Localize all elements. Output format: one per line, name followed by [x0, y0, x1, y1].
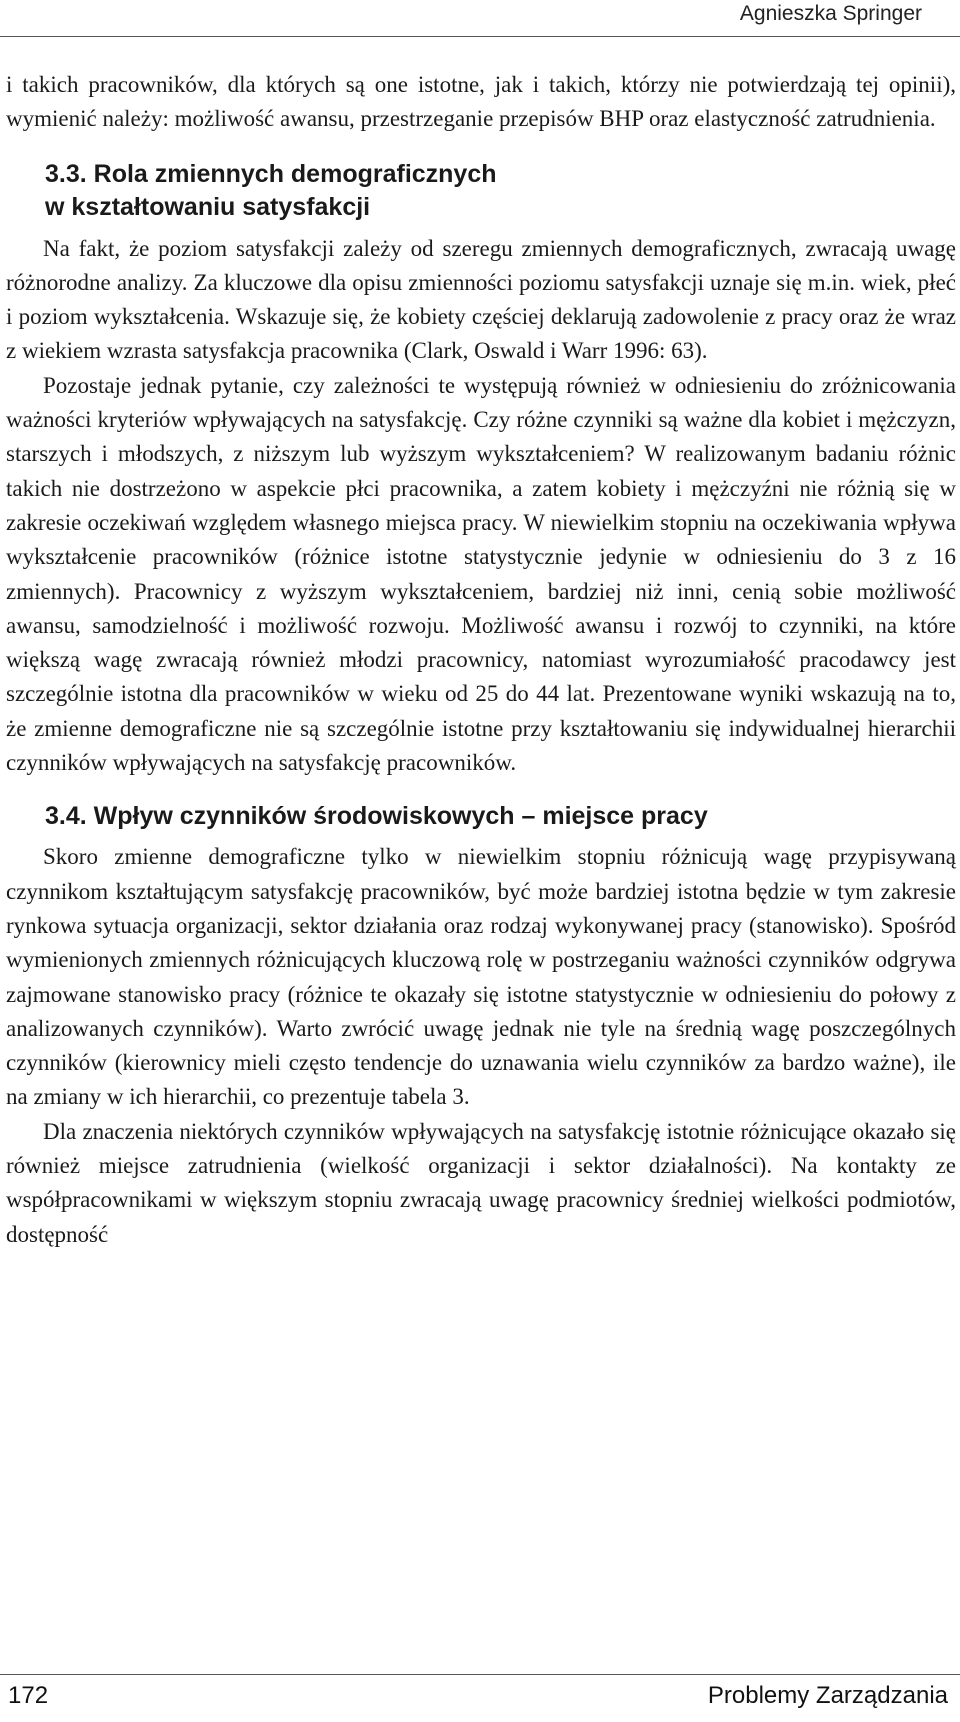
paragraph-3-4-b: Dla znaczenia niektórych czynników wpływających na satysfakcję istotnie różnicujące okazało się również miejsce zatrudnienia (wielkość organizacji i sektor działalności). Na kontakty ze współpracownikami w większym stopniu zwracają uwagę pracownicy średniej wielkości podmiotów, dostępność — [6, 1118, 956, 1247]
header-author: Agnieszka Springer — [739, 2, 922, 25]
section-heading-3-3-line2: w kształtowaniu satysfakcji — [45, 192, 371, 221]
footer-rule — [0, 1674, 960, 1675]
paragraph-3-3-b: Pozostaje jednak pytanie, czy zależności te występują również w odniesieniu do zróżnicowania ważności kryteriów wpływających na satysfakcję. Czy różne czynniki są ważne dla kobiet i mężczyzn, starszych i młodszych, z niższym lub wyższym wykształceniem? W realizowanym badaniu różnic takich nie dostrzeżono w aspekcie płci pracownika, a zatem kobiety i mężczyźni nie różnią się w zakresie oczekiwań względem własnego miejsca pracy. W niewielkim stopniu na oczekiwania wpływa wykształcenie pracowników (różnice istotne statystycznie jedynie w odniesieniu do 3 z 16 zmiennych). Pracownicy z wyższym wykształceniem, bardziej niż inni, cenią sobie możliwość awansu, samodzielność i możliwość rozwoju. Możliwość awansu i rozwój to czynniki, na które większą wagę zwracają również młodzi pracownicy, natomiast wyrozumiałość pracodawcy jest szczególnie istotna dla pracowników w wieku od 25 do 44 lat. Prezentowane wyniki wskazują na to, że zmienne demograficzne nie są szczególnie istotne przy kształtowaniu się indywidualnej hierarchii czynników wpływających na satysfakcję pracowników. — [6, 372, 956, 776]
section-heading-3-3-line1: 3.3. Rola zmiennych demograficznych — [45, 159, 497, 188]
paragraph-intro: i takich pracowników, dla których są one istotne, jak i takich, którzy nie potwierdzają tej opinii), wymienić należy: możliwość awansu, przestrzeganie przepisów BHP oraz elastyczność zatrudnienia. — [6, 72, 956, 132]
article-body — [6, 68, 956, 1252]
section-heading-3-4: 3.4. Wpływ czynników środowiskowych – miejsce pracy — [45, 802, 708, 831]
journal-title: Problemy Zarządzania — [707, 1682, 948, 1709]
header-rule — [0, 36, 960, 37]
page-number: 172 — [8, 1682, 49, 1709]
section-heading-3-3 — [45, 158, 956, 224]
running-footer — [0, 1674, 960, 1722]
running-header — [0, 0, 960, 34]
paragraph-3-4-a: Skoro zmienne demograficzne tylko w niewielkim stopniu różnicują wagę przypisywaną czynnikom kształtującym satysfakcję pracowników, być może bardziej istotna będzie w tym zakresie rynkowa sytuacja organizacji, sektor działania oraz rodzaj wykonywanej pracy (stanowisko). Spośród wymienionych zmiennych różnicujących kluczową rolę w postrzeganiu ważności czynników odgrywa zajmowane stanowisko pracy (różnice te okazały się istotne statystycznie w odniesieniu do połowy z analizowanych czynników). Warto zwrócić uwagę jednak nie tyle na średnią wagę poszczególnych czynników (kierownicy mieli często tendencje do uznawania wielu czynników za bardzo ważne), ile na zmiany w ich hierarchii, co prezentuje tabela 3. — [6, 844, 956, 1110]
paragraph-3-3-a: Na fakt, że poziom satysfakcji zależy od szeregu zmiennych demograficznych, zwracają uwagę różnorodne analizy. Za kluczowe dla opisu zmienności poziomu satysfakcji uznaje się m.in. wiek, płeć i poziom wykształcenia. Wskazuje się, że kobiety częściej deklarują zadowolenie z pracy oraz że wraz z wiekiem wzrasta satysfakcja pracownika (Clark, Oswald i Warr 1996: 63). — [6, 235, 956, 364]
